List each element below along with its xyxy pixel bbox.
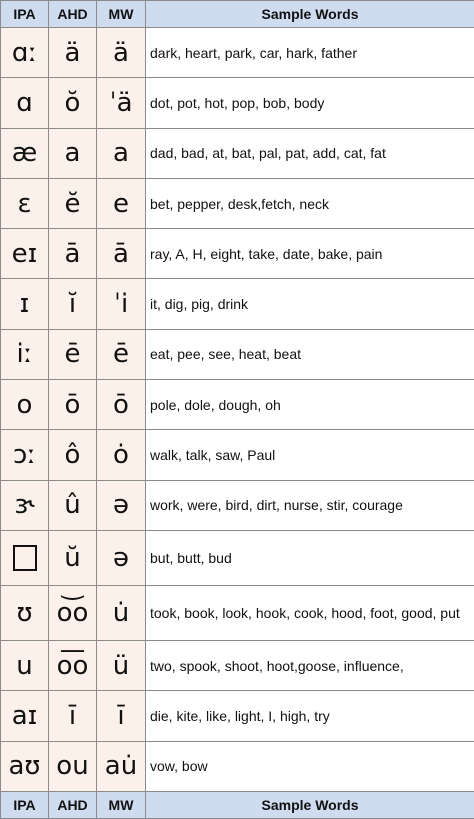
table-row (1, 329, 474, 379)
ipa-cell: ɔː (1, 430, 49, 480)
header-ipa: IPA (1, 1, 49, 28)
header-mw: MW (97, 1, 146, 28)
table-row (1, 128, 474, 178)
ipa-cell: ɑ (1, 78, 49, 128)
table-row (1, 78, 474, 128)
ipa-cell: ʊ (1, 585, 49, 640)
mw-cell: u̇ (97, 585, 146, 640)
footer-ahd: AHD (49, 791, 97, 818)
ahd-cell: ĭ (49, 279, 97, 329)
mw-cell: ā (97, 229, 146, 279)
ahd-cell: ŭ (49, 530, 97, 585)
ipa-cell: iː (1, 329, 49, 379)
ahd-cell: ä (49, 28, 97, 78)
mw-cell: ə (97, 530, 146, 585)
footer-sample-words: Sample Words (146, 791, 474, 818)
sample-words-cell: vow, bow (146, 741, 474, 791)
header-ahd: AHD (49, 1, 97, 28)
mw-cell: ō (97, 380, 146, 430)
table-row (1, 28, 474, 78)
mw-cell: ē (97, 329, 146, 379)
ipa-cell: eɪ (1, 229, 49, 279)
ipa-cell: ɛ (1, 178, 49, 228)
ipa-cell (1, 530, 49, 585)
footer-ipa: IPA (1, 791, 49, 818)
mw-cell: ü (97, 640, 146, 690)
ahd-cell: ā (49, 229, 97, 279)
sample-words-cell: dot, pot, hot, pop, bob, body (146, 78, 474, 128)
sample-words-cell: took, book, look, hook, cook, hood, foot, good, put (146, 585, 474, 640)
table-row (1, 229, 474, 279)
ahd-cell: o͞o (49, 640, 97, 690)
table-row (1, 480, 474, 530)
sample-words-cell: two, spook, shoot, hoot,goose, influence, (146, 640, 474, 690)
table-row (1, 585, 474, 640)
ahd-cell: o͝o (49, 585, 97, 640)
mw-cell: ə (97, 480, 146, 530)
table-row (1, 741, 474, 791)
header-row (1, 1, 474, 28)
ipa-cell: aɪ (1, 691, 49, 741)
mw-cell: e (97, 178, 146, 228)
mw-cell: ä (97, 28, 146, 78)
table-row (1, 430, 474, 480)
sample-words-cell: dark, heart, park, car, hark, father (146, 28, 474, 78)
ipa-cell: aʊ (1, 741, 49, 791)
sample-words-cell: pole, dole, dough, oh (146, 380, 474, 430)
mw-cell: ī (97, 691, 146, 741)
ahd-cell: ô (49, 430, 97, 480)
table-row (1, 380, 474, 430)
ahd-cell: ō (49, 380, 97, 430)
ahd-cell: ē (49, 329, 97, 379)
ahd-cell: û (49, 480, 97, 530)
ahd-cell: ou (49, 741, 97, 791)
header-sample-words: Sample Words (146, 1, 474, 28)
footer-row (1, 791, 474, 818)
sample-words-cell: dad, bad, at, bat, pal, pat, add, cat, fat (146, 128, 474, 178)
sample-words-cell: bet, pepper, desk,fetch, neck (146, 178, 474, 228)
mw-cell: a (97, 128, 146, 178)
sample-words-cell: die, kite, like, light, I, high, try (146, 691, 474, 741)
ipa-cell: ɝ (1, 480, 49, 530)
ipa-cell: o (1, 380, 49, 430)
ipa-cell: ɪ (1, 279, 49, 329)
sample-words-cell: ray, A, H, eight, take, date, bake, pain (146, 229, 474, 279)
table-row (1, 691, 474, 741)
sample-words-cell: eat, pee, see, heat, beat (146, 329, 474, 379)
ahd-cell: a (49, 128, 97, 178)
table-row (1, 530, 474, 585)
ahd-cell: ī (49, 691, 97, 741)
ahd-cell: ĕ (49, 178, 97, 228)
sample-words-cell: walk, talk, saw, Paul (146, 430, 474, 480)
mw-cell: ˈä (97, 78, 146, 128)
ipa-cell: u (1, 640, 49, 690)
table-row (1, 640, 474, 690)
sample-words-cell: it, dig, pig, drink (146, 279, 474, 329)
table-row (1, 178, 474, 228)
ipa-cell: ɑː (1, 28, 49, 78)
ahd-cell: ŏ (49, 78, 97, 128)
sample-words-cell: but, butt, bud (146, 530, 474, 585)
mw-cell: ȯ (97, 430, 146, 480)
footer-mw: MW (97, 791, 146, 818)
mw-cell: ˈi (97, 279, 146, 329)
empty-box-symbol (13, 545, 37, 571)
sample-words-cell: work, were, bird, dirt, nurse, stir, courage (146, 480, 474, 530)
ipa-cell: æ (1, 128, 49, 178)
mw-cell: au̇ (97, 741, 146, 791)
table-row (1, 279, 474, 329)
